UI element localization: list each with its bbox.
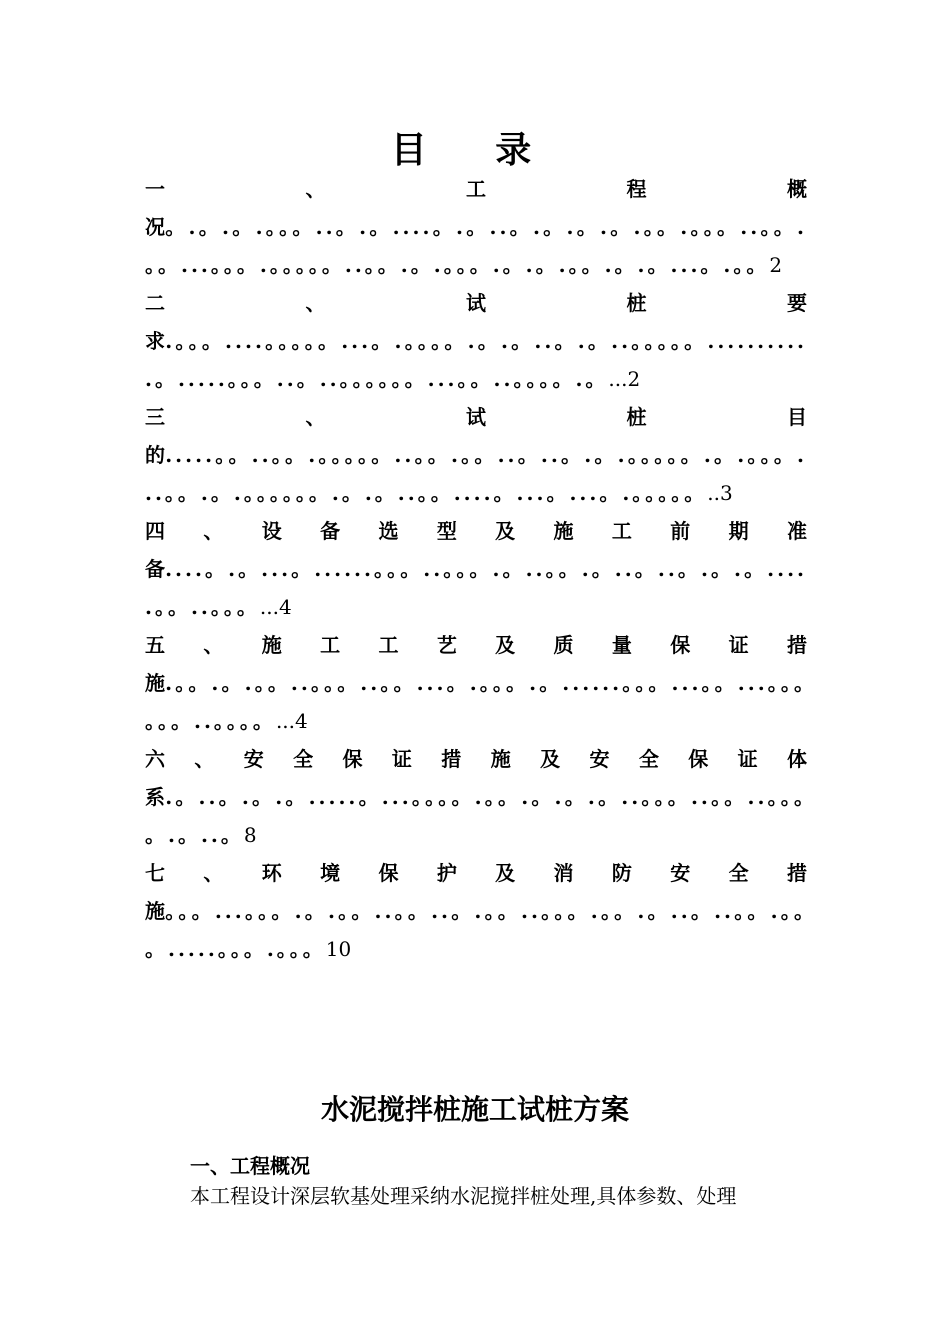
toc-entry-heading: 四、设备选型及施工前期准 <box>145 519 807 543</box>
toc-entry-7[interactable] <box>145 854 807 968</box>
toc-page-number: 8 <box>243 823 257 847</box>
toc-entry-leader <box>145 892 807 968</box>
toc-entry-tail: 备 <box>145 557 166 581</box>
toc-entry-tail: 的 <box>145 443 166 467</box>
toc-page-number: ...4 <box>259 595 292 619</box>
toc-entry-heading: 二、试桩要 <box>145 291 807 315</box>
toc-entry-leader <box>145 664 807 740</box>
toc-leader-dots: .....。。..。。.。。。。。..。。.。。..。..。.。.。。。。。.。.。。。...。。.。.。。。。。。.。.。..。。....。...。...。.。。。。。 <box>145 443 808 505</box>
toc-entry-leader <box>145 550 807 626</box>
toc-title: 目 录 <box>390 129 560 171</box>
toc-entry-leader <box>145 436 807 512</box>
toc-entry-heading: 一、工程概 <box>145 177 807 201</box>
toc-entry-heading: 三、试桩目 <box>145 405 807 429</box>
toc-page-number: ..3 <box>707 481 733 505</box>
toc-entry-6[interactable] <box>145 740 807 854</box>
toc-page-number: ...2 <box>608 367 641 391</box>
toc-entry-tail: 施 <box>145 671 166 695</box>
toc-entry-3[interactable] <box>145 398 807 512</box>
table-of-contents <box>145 170 807 968</box>
toc-entry-2[interactable] <box>145 284 807 398</box>
toc-leader-dots: 。.。.。.。。。..。.。....。.。..。.。.。.。.。。.。。。..。。.。。...。。。.。。。。。..。。.。.。。。.。.。.。。.。.。...。.。。 <box>145 215 807 277</box>
toc-entry-heading: 七、环境保护及消防安全措 <box>145 861 807 885</box>
toc-page-number: ...4 <box>275 709 308 733</box>
toc-entry-leader <box>145 208 807 284</box>
toc-leader-dots: .。..。.。.。.....。...。。。。.。。.。.。.。..。。。..。。..。。。。.。..。 <box>145 785 807 847</box>
toc-leader-dots: 。。。...。。。.。.。。..。。..。.。。..。。。.。。.。..。..。。.。。。.....。。。.。。。 <box>145 899 808 961</box>
toc-page-number: 10 <box>325 937 352 961</box>
toc-entry-5[interactable] <box>145 626 807 740</box>
toc-entry-leader <box>145 778 807 854</box>
toc-entry-1[interactable] <box>145 170 807 284</box>
toc-entry-tail: 施 <box>145 899 166 923</box>
toc-entry-4[interactable] <box>145 512 807 626</box>
toc-entry-tail: 况 <box>145 215 166 239</box>
toc-leader-dots: ....。.。...。......。。。..。。。.。..。。.。..。..。.。.。.....。。..。。。 <box>145 557 808 619</box>
toc-entry-tail: 求 <box>145 329 166 353</box>
toc-leader-dots: .。。。....。。。。。...。.。。。。.。.。..。.。..。。。。。...........。.....。。。..。..。。。。。。...。。..。。。。.。 <box>145 329 807 391</box>
toc-entry-tail: 系 <box>145 785 166 809</box>
body-paragraph: 本工程设计深层软基处理采纳水泥搅拌桩处理,具体参数、处理 <box>190 1184 737 1208</box>
toc-page-number: 2 <box>769 253 783 277</box>
toc-entry-heading: 六、安全保证措施及安全保证体 <box>145 747 807 771</box>
toc-entry-heading: 五、施工工艺及质量保证措 <box>145 633 807 657</box>
document-title: 水泥搅拌桩施工试桩方案 <box>320 1093 629 1126</box>
toc-leader-dots: .。。.。.。。..。。。..。。...。.。。。.。......。。。...。。...。。。。。。..。。。。 <box>145 671 808 733</box>
toc-entry-leader <box>145 322 807 398</box>
section-heading: 一、工程概况 <box>190 1154 310 1178</box>
